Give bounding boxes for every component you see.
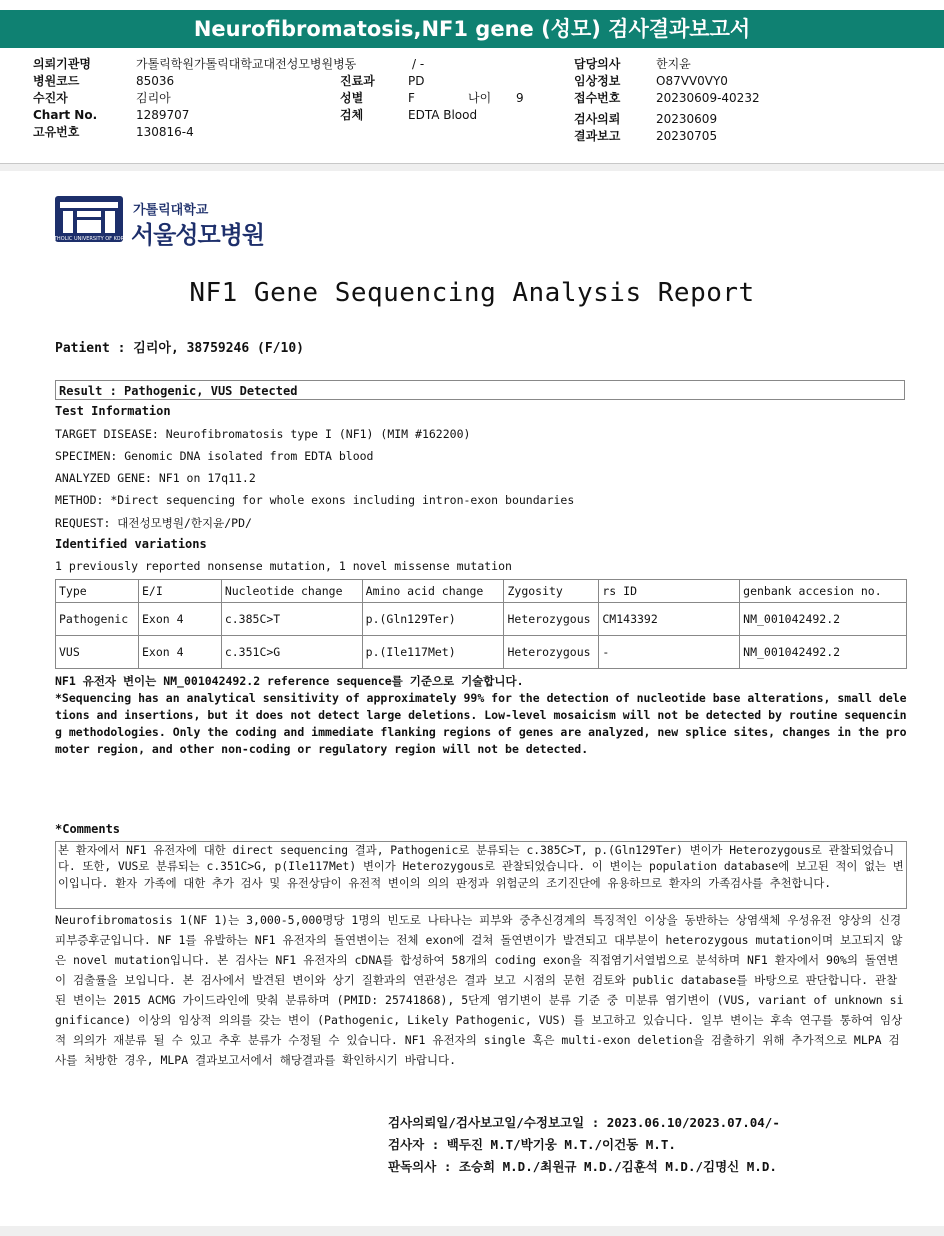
col-header-amino-acid: Amino acid change (362, 580, 504, 603)
specimen-value: EDTA Blood (408, 108, 478, 122)
test-info-heading: Test Information (55, 404, 171, 418)
variations-heading: Identified variations (55, 537, 207, 551)
technicians-signature: 검사자 : 백두진 M.T/박기웅 M.T./이건동 M.T. (388, 1137, 676, 1152)
test-info-gene: ANALYZED GENE: NF1 on 17q11.2 (55, 471, 256, 485)
col-header-nucleotide: Nucleotide change (221, 580, 362, 603)
hospital-code-value: 85036 (136, 74, 175, 88)
chart-no-label: Chart No. (33, 108, 98, 122)
cell-type: Pathogenic (56, 603, 139, 636)
cell-ei: Exon 4 (138, 603, 221, 636)
sex-label: 성별 (340, 91, 364, 105)
cell-nucleotide: c.351C>G (221, 636, 362, 669)
emblem-text: CATHOLIC UNIVERSITY OF KOREA (47, 236, 131, 242)
header-divider-band (0, 164, 944, 171)
test-info-disease: TARGET DISEASE: Neurofibromatosis type I (NF1) (MIM #162200) (55, 427, 471, 441)
institution-value: 가톨릭학원가톨릭대학교대전성모병원병동 (136, 57, 357, 71)
request-date-value: 20230609 (656, 112, 718, 126)
specimen-label: 검체 (340, 108, 364, 122)
ward-value: / - (412, 57, 425, 71)
patient-line: Patient : 김리아, 38759246 (F/10) (55, 341, 304, 356)
comments-heading: *Comments (55, 822, 121, 836)
receipt-no-label: 접수번호 (574, 91, 621, 105)
age-label: 나이 (468, 91, 492, 105)
chart-no-value: 1289707 (136, 108, 190, 122)
logo-university-name: 가톨릭대학교 (133, 203, 209, 218)
doctor-label: 담당의사 (574, 57, 621, 71)
dept-label: 진료과 (340, 74, 375, 88)
sensitivity-note: *Sequencing has an analytical sensitivity of approximately 99% for the detection of nucleotide base alterations, small deletions and insertions, but it does not detect large deletions. Low-level mosaicism will not be detected by routine sequencing methodologies. Only the coding and immediate flanking regions of genes are analyzed, new splice sites, changes in the promoter region, and other non-coding or regulatory region will not be detected. (55, 691, 907, 756)
col-header-genbank: genbank accesion no. (740, 580, 907, 603)
cell-zygosity: Heterozygous (504, 636, 599, 669)
result-box: Result : Pathogenic, VUS Detected (55, 380, 905, 400)
meta-values-col2 (408, 73, 477, 124)
report-main-title: NF1 Gene Sequencing Analysis Report (189, 278, 755, 308)
comments-paragraph: Neurofibromatosis 1(NF 1)는 3,000-5,000명당 1명의 빈도로 나타나는 피부와 중추신경계의 특징적인 이상을 동반하는 상염색체 우성유전 양상의 신경피부증후군입니다. NF 1를 유발하는 NF1 유전자의 돌연변이는 전체 exon에 걸쳐 돌연변이가 발견되고 대부분이 heterozygous mutation이며 보고되지 않은 novel mutation입니다. 본 검사는 NF1 유전자의 cDNA를 합성하여 58개의 coding exon을 직접염기서열법으로 분석하며 NF1 환자에서 90%의 돌연변이 검출률을 보입니다. 본 검사에서 발견된 변이와 상기 질환과의 연관성은 결과 보고 시점의 문헌 검토와 public database를 바탕으로 판단합니다. 관찰된 변이는 2015 ACMG 가이드라인에 맞춰 분류하며 (PMID: 25741868), 5단계 염기변이 분류 기준 중 미분류 염기변이 (VUS, variant of unknown significance) 이상의 임상적 의의를 갖는 변이 (Pathogenic, Likely Pathogenic, VUS) 를 보고하고 있습니다. 일부 변이는 후속 연구를 통하여 임상적 의의가 재분류 될 수 있고 추후 분류가 수정될 수 있습니다. NF1 유전자의 single 혹은 multi-exon deletion을 검출하기 위해 추가적으로 MLPA 검사를 처방한 경우, MLPA 결과보고서에서 해당결과를 확인하시기 바랍니다. (55, 913, 904, 1067)
test-info-request: REQUEST: 대전성모병원/한지윤/PD/ (55, 516, 252, 530)
meta-labels-col3 (574, 56, 620, 145)
unique-no-label: 고유번호 (33, 125, 80, 139)
reference-note: NF1 유전자 변이는 NM_001042492.2 reference sequence를 기준으로 기술합니다. (55, 674, 524, 688)
request-date-label: 검사의뢰 (574, 112, 621, 126)
meta-labels-col1 (33, 56, 97, 141)
clinical-info-value: O87VV0VY0 (656, 74, 728, 88)
table-header-row (56, 580, 907, 603)
dept-value: PD (408, 74, 425, 88)
meta-values-col3 (656, 56, 760, 145)
report-dates-signature: 검사의뢰일/검사보고일/수정보고일 : 2023.06.10/2023.07.04/- (388, 1115, 780, 1130)
cell-genbank: NM_001042492.2 (740, 636, 907, 669)
cell-amino-acid: p.(Ile117Met) (362, 636, 504, 669)
variations-summary: 1 previously reported nonsense mutation, 1 novel missense mutation (55, 559, 512, 573)
cell-genbank: NM_001042492.2 (740, 603, 907, 636)
col-header-zygosity: Zygosity (504, 580, 599, 603)
unique-no-value: 130816-4 (136, 125, 194, 139)
variations-table (55, 579, 907, 669)
test-info-specimen: SPECIMEN: Genomic DNA isolated from EDTA blood (55, 449, 374, 463)
hospital-code-label: 병원코드 (33, 74, 80, 88)
age-value: 9 (516, 91, 524, 105)
col-header-type: Type (56, 580, 139, 603)
report-date-label: 결과보고 (574, 129, 621, 143)
institution-label: 의뢰기관명 (33, 57, 91, 71)
report-date-value: 20230705 (656, 129, 718, 143)
doctor-value: 한지윤 (656, 57, 691, 71)
recipient-value: 김리아 (136, 91, 171, 105)
table-row (56, 636, 907, 669)
recipient-label: 수진자 (33, 91, 68, 105)
col-header-rsid: rs ID (599, 580, 740, 603)
cell-amino-acid: p.(Gln129Ter) (362, 603, 504, 636)
table-row (56, 603, 907, 636)
cell-rsid: - (599, 636, 740, 669)
report-title-bar: Neurofibromatosis,NF1 gene (성모) 검사결과보고서 (0, 10, 944, 48)
cell-ei: Exon 4 (138, 636, 221, 669)
meta-values-col1 (136, 56, 356, 141)
footer-band (0, 1226, 944, 1236)
sex-value: F (408, 91, 415, 105)
meta-labels-col2 (340, 73, 375, 124)
col-header-ei: E/I (138, 580, 221, 603)
cell-nucleotide: c.385C>T (221, 603, 362, 636)
cell-rsid: CM143392 (599, 603, 740, 636)
comments-box: 본 환자에서 NF1 유전자에 대한 direct sequencing 결과, Pathogenic로 분류되는 c.385C>T, p.(Gln129Ter) 변이가 Heterozygous로 관찰되었습니다. 또한, VUS로 분류되는 c.351C>G, p(Ile117Met) 변이가 Heterozygous로 관찰되었습니다. 이 변이는 population database에 보고된 적이 없는 변이입니다. 환자 가족에 대한 추가 검사 및 유전상담이 유전적 변이의 의의 판정과 위험군의 조기진단에 유용하므로 환자의 가족검사를 추천합니다. (55, 841, 907, 909)
cell-zygosity: Heterozygous (504, 603, 599, 636)
receipt-no-value: 20230609-40232 (656, 91, 760, 105)
test-info-method: METHOD: *Direct sequencing for whole exons including intron-exon boundaries (55, 493, 575, 507)
clinical-info-label: 임상정보 (574, 74, 621, 88)
physicians-signature: 판독의사 : 조승희 M.D./최원규 M.D./김훈석 M.D./김명신 M.D. (388, 1159, 777, 1174)
hospital-emblem-icon (47, 196, 131, 244)
logo-hospital-name: 서울성모병원 (131, 221, 265, 249)
cell-type: VUS (56, 636, 139, 669)
